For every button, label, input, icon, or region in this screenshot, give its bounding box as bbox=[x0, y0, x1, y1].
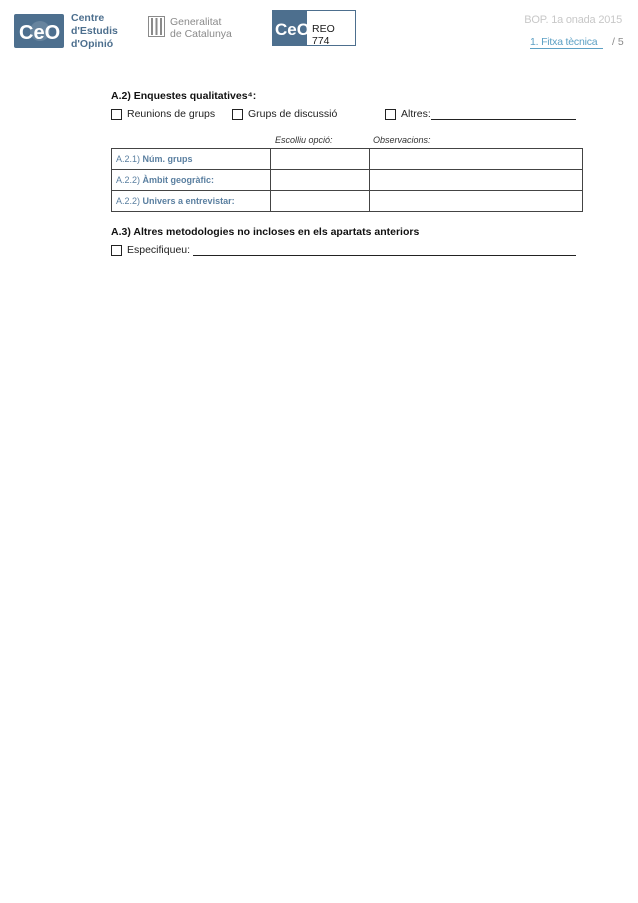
checkbox[interactable] bbox=[111, 245, 122, 256]
option-altres[interactable]: Altres: bbox=[385, 108, 576, 120]
table-row bbox=[112, 191, 583, 212]
generalitat-emblem-icon bbox=[148, 16, 165, 37]
option-grups-discussio[interactable]: Grups de discussió bbox=[232, 108, 337, 120]
table-row bbox=[112, 170, 583, 191]
qualitative-table bbox=[111, 148, 583, 212]
checkbox[interactable] bbox=[232, 109, 243, 120]
altres-field[interactable] bbox=[431, 109, 576, 120]
section-a3-title: A.3) Altres metodologies no incloses en els apartats anteriors bbox=[111, 226, 420, 238]
option-reunions[interactable]: Reunions de grups bbox=[111, 108, 215, 120]
generalitat-name: Generalitat de Catalunya bbox=[170, 16, 232, 40]
row-label: A.2.2) Univers a entrevistar: bbox=[112, 191, 271, 212]
reo-ceo-logo bbox=[273, 11, 307, 45]
row-label: A.2.1) Núm. grups bbox=[112, 149, 271, 170]
svg-text:CeO: CeO bbox=[275, 20, 307, 39]
option-especifiqueu[interactable]: Especifiqueu: bbox=[111, 244, 576, 256]
choose-option-cell[interactable] bbox=[271, 170, 370, 191]
reo-label: REO 774 bbox=[312, 23, 335, 47]
page-number: / 5 bbox=[612, 36, 624, 48]
row-label: A.2.2) Àmbit geogràfic: bbox=[112, 170, 271, 191]
observations-cell[interactable] bbox=[370, 149, 583, 170]
choose-option-cell[interactable] bbox=[271, 191, 370, 212]
observations-cell[interactable] bbox=[370, 170, 583, 191]
choose-option-cell[interactable] bbox=[271, 149, 370, 170]
ceo-logo-text: CeO bbox=[19, 22, 61, 44]
column-header-observations: Observacions: bbox=[373, 135, 431, 145]
section-underline bbox=[530, 48, 603, 49]
column-header-choose: Escolliu opció: bbox=[275, 135, 333, 145]
ceo-name: Centre d'Estudis d'Opinió bbox=[71, 12, 118, 50]
checkbox[interactable] bbox=[111, 109, 122, 120]
section-a2-title: A.2) Enquestes qualitatives⁴: bbox=[111, 90, 257, 102]
table-row bbox=[112, 149, 583, 170]
bop-title: BOP. 1a onada 2015 bbox=[524, 14, 622, 26]
checkbox[interactable] bbox=[385, 109, 396, 120]
reo-box bbox=[272, 10, 356, 46]
especifiqueu-field[interactable] bbox=[193, 245, 576, 256]
ceo-logo bbox=[14, 14, 64, 48]
section-label: 1. Fitxa tècnica bbox=[530, 36, 598, 48]
observations-cell[interactable] bbox=[370, 191, 583, 212]
